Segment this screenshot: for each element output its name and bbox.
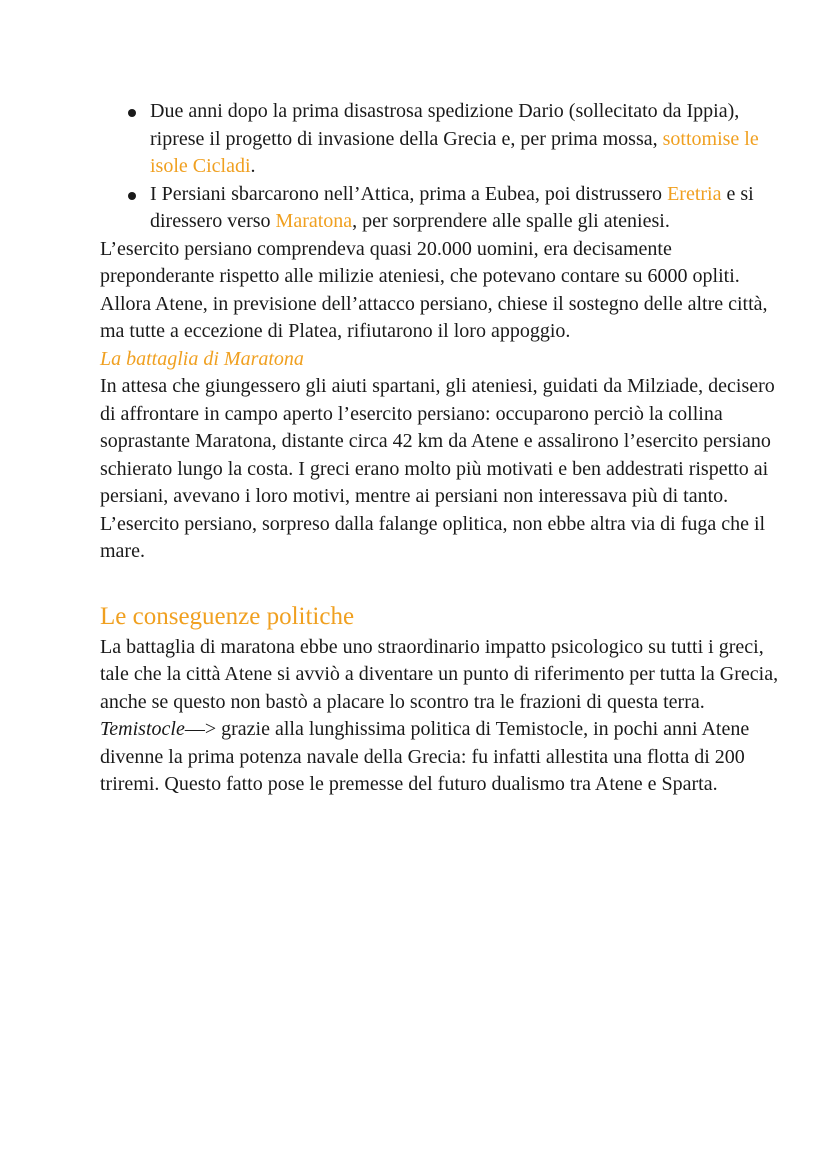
highlight-maratona: Maratona bbox=[275, 210, 353, 232]
paragraph-fuga: L’esercito persiano, sorpreso dalla falange oplitica, non ebbe altra via di fuga che il mare. bbox=[100, 512, 766, 562]
temistocle-label: Temistocle bbox=[100, 718, 185, 740]
bullet-text-end: . bbox=[250, 155, 256, 177]
bullet-dot-icon bbox=[128, 109, 136, 117]
temistocle-text: —> grazie alla lunghissima politica di Temistocle, in pochi anni Atene divenne la prima potenza navale della Grecia: fu infatti allestita una flotta di 200 triremi. Questo fatto pose le premesse del futuro dualismo tra Atene e Sparta. bbox=[100, 718, 750, 795]
paragraph-esercito: L’esercito persiano comprendeva quasi 20.000 uomini, era decisamente preponderante rispetto alle milizie ateniesi, che potevano contare su 6000 opliti. Allora Atene, in previsione dell’attacco persiano, chiese il sostegno delle altre città, ma tutte a eccezione di Platea, rifiutarono il loro appoggio. bbox=[100, 237, 768, 342]
paragraph-impatto: La battaglia di maratona ebbe uno straordinario impatto psicologico su tutti i greci, tale che la città Atene si avviò a diventare un punto di riferimento per tutta la Grecia, anche se questo non bastò a placare lo scontro tra le frazioni di questa terra. bbox=[100, 635, 779, 713]
section-title-conseguenze: Le conseguenze politiche bbox=[100, 602, 355, 630]
bullet-text: , per sorprendere alle spalle gli ateniesi. bbox=[352, 210, 670, 232]
bullet-item-cicladi bbox=[150, 98, 780, 181]
bullet-item-attica bbox=[150, 181, 780, 236]
bullet-list bbox=[100, 98, 780, 236]
highlight-eretria: Eretria bbox=[667, 182, 722, 205]
bullet-text: Due anni dopo la prima disastrosa spedizione Dario (sollecitato da Ippia), riprese il progetto di invasione della Grecia e, per prima mossa, bbox=[150, 100, 740, 150]
bullet-text: I Persiani sbarcarono nell’Attica, prima a Eubea, poi distrussero bbox=[150, 182, 668, 205]
document-page bbox=[100, 98, 780, 799]
bullet-dot-icon bbox=[128, 192, 136, 200]
bullet-text: e si diressero verso bbox=[150, 182, 754, 232]
highlight-cicladi: sottomise le isole Cicladi bbox=[150, 127, 759, 177]
paragraph-temistocle bbox=[100, 716, 780, 799]
paragraph-battaglia: In attesa che giungessero gli aiuti spartani, gli ateniesi, guidati da Milziade, decisero di affrontare in campo aperto l’esercito persiano: occuparono perciò la collina soprastante Maratona, distante circa 42 km da Atene e assalirono l’esercito persiano schierato lungo la costa. I greci erano molto più motivati e ben addestrati rispetto ai persiani, avevano i loro motivi, mentre ai persiani non interessava più di tanto. bbox=[100, 375, 775, 507]
subheading-battaglia: La battaglia di Maratona bbox=[100, 347, 304, 370]
